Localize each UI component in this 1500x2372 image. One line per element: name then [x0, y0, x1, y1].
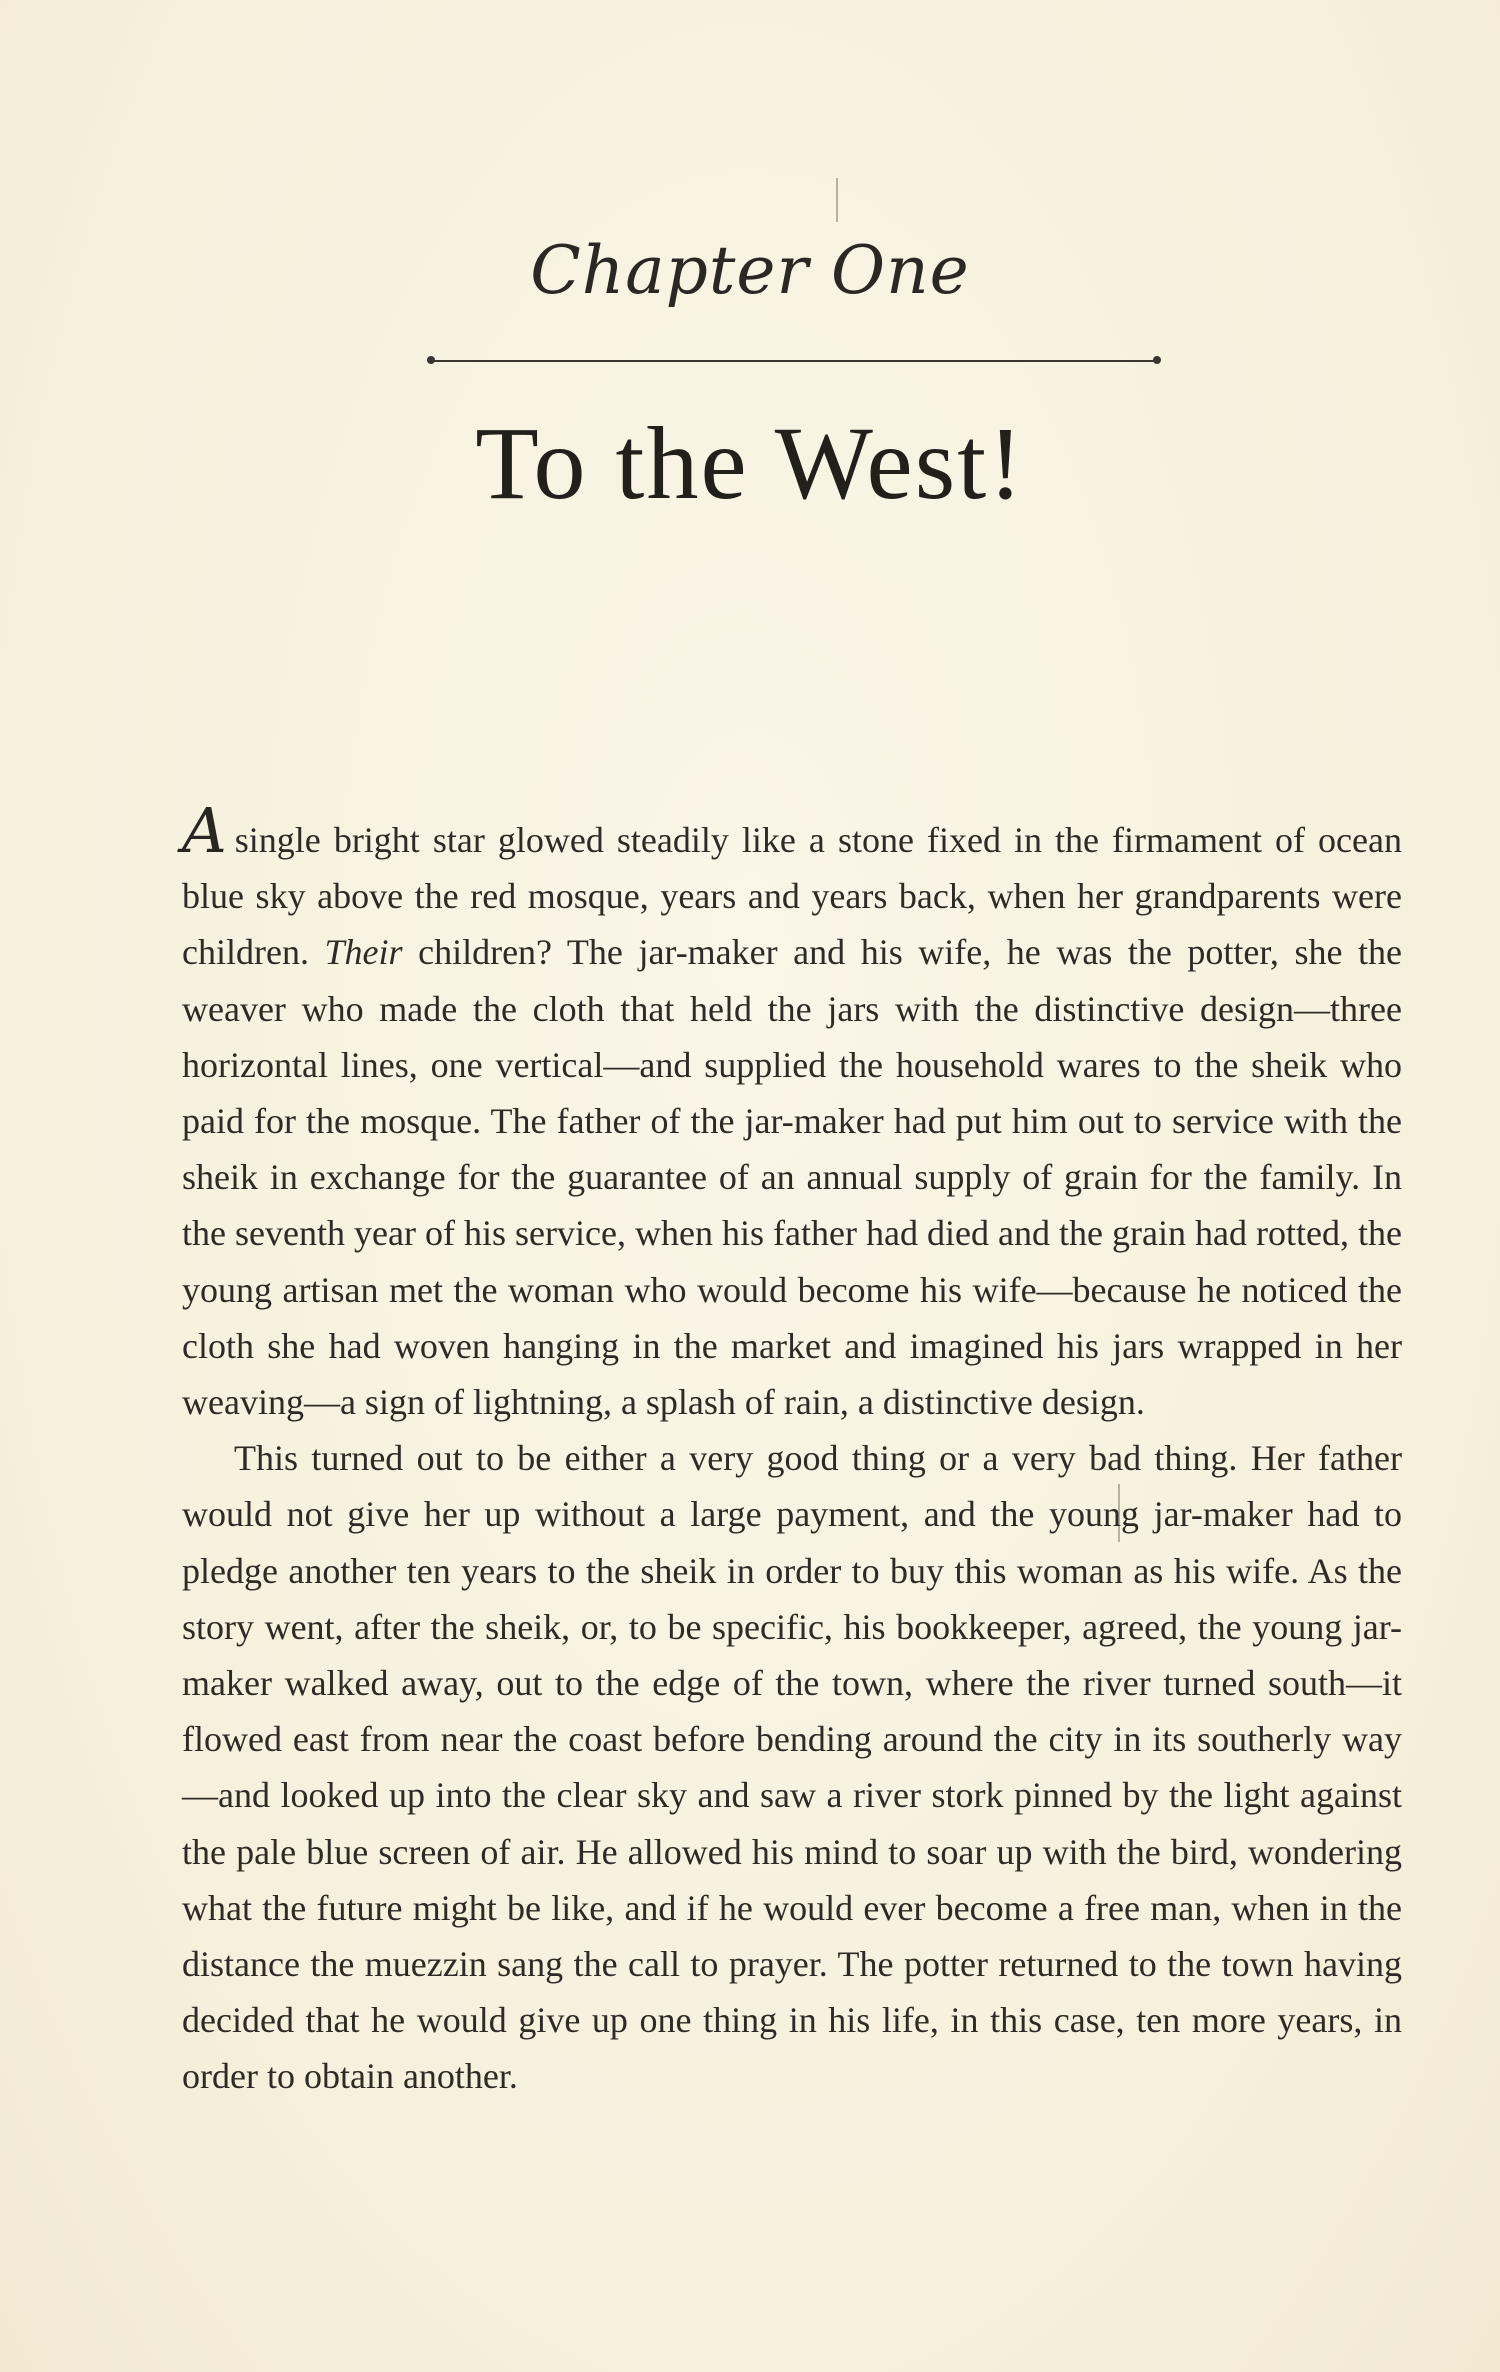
chapter-title: To the West! [475, 406, 1025, 521]
chapter-divider [431, 360, 1157, 362]
divider-end-dot [1153, 356, 1161, 364]
divider-end-dot [427, 356, 435, 364]
scan-mark [836, 178, 838, 222]
paragraph-2: This turned out to be either a very good thing or a very bad thing. Her father would not give her up without a large payment, and the young jar-maker had to pledge another ten years to the sheik in order to buy this woman as his wife. As the story went, after the sheik, or, to be specific, his bookkeeper, agreed, the young jar-maker walked away, out to the edge of the town, where the river turned south—it flowed east from near the coast before bending around the city in its southerly way—and looked up into the clear sky and saw a river stork pinned by the light against the pale blue screen of air. He allowed his mind to soar up with the bird, wondering what the future might be like, and if he would ever become a free man, when in the distance the muezzin sang the call to prayer. The potter returned to the town having decided that he would give up one thing in his life, in this case, ten more years, in order to obtain another. [182, 1438, 1402, 2097]
paragraph-1-opening: single bright star glowed steadily like a stone fixed in the firmament of ocean blue sky above the red mosque, years and years back, when her grandparents were children. [182, 820, 1402, 973]
paragraph-1 [182, 794, 1403, 1430]
drop-cap: A [182, 794, 227, 867]
body-text [182, 794, 1403, 2105]
chapter-label: Chapter One [530, 232, 970, 309]
paragraph-1-italic: Their [324, 932, 403, 973]
paragraph-1-continuation: children? The jar-maker and his wife, he was the potter, she the weaver who made the cloth that held the jars with the distinctive design—three horizontal lines, one vertical—and supplied the household wares to the sheik who paid for the mosque. The father of the jar-maker had put him out to service with the sheik in exchange for the guarantee of an annual supply of grain for the family. In the seventh year of his service, when his father had died and the grain had rotted, the young artisan met the woman who would become his wife—because he noticed the cloth she had woven hanging in the market and imagined his jars wrapped in her weaving—a sign of lightning, a splash of rain, a distinctive design. [182, 932, 1403, 1423]
